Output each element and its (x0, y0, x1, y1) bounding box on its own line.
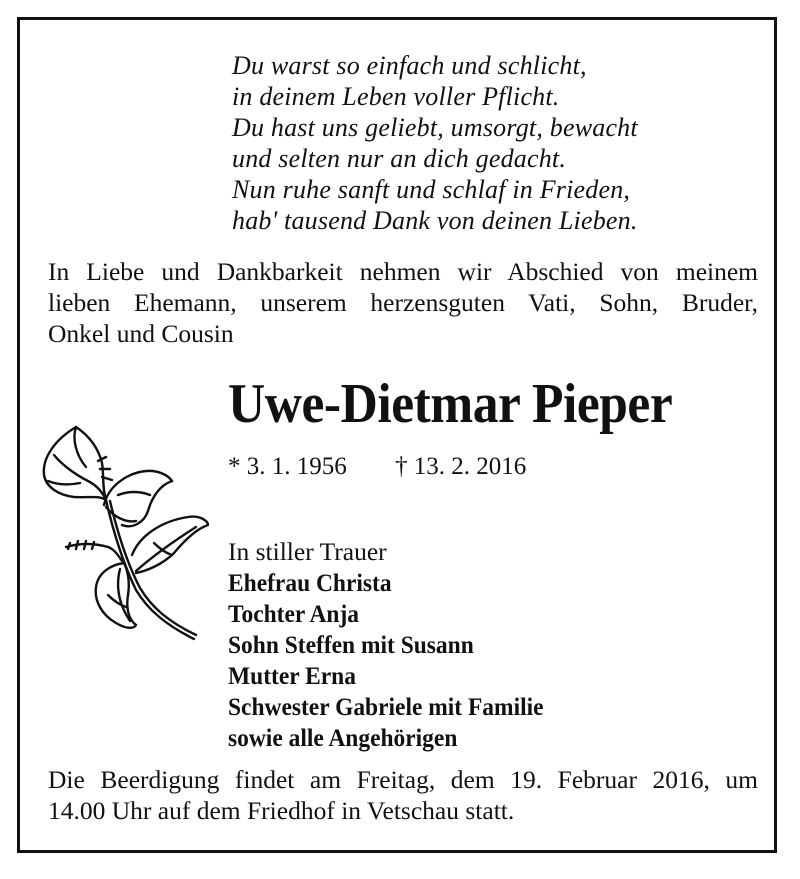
mourner-name: sowie alle Angehörigen (228, 723, 458, 752)
mourner-name: Sohn Steffen mit Susann (228, 630, 474, 659)
mourner-name: Ehefrau Christa (228, 568, 392, 597)
funeral-notice (48, 764, 758, 826)
funeral-line: Die Beerdigung findet am Freitag, dem 19. Februar 2016, um (48, 765, 758, 794)
intro-line: lieben Ehemann, unserem herzensguten Vati, Sohn, Bruder, (48, 288, 758, 317)
poem-line: und selten nur an dich gedacht. (232, 144, 567, 173)
deceased-name: Uwe-Dietmar Pieper (228, 373, 673, 435)
mourner-name: Schwester Gabriele mit Familie (228, 692, 544, 721)
mourners-lead: In stiller Trauer (228, 537, 387, 566)
poem-line: in deinem Leben voller Pflicht. (232, 82, 560, 111)
intro-line: Onkel und Cousin (48, 319, 234, 348)
intro-line: In Liebe und Dankbarkeit nehmen wir Abschied von meinem (48, 257, 758, 286)
mourner-name: Tochter Anja (228, 599, 360, 628)
poem-line: Nun ruhe sanft und schlaf in Frieden, (232, 175, 631, 204)
funeral-line: 14.00 Uhr auf dem Friedhof in Vetschau statt. (48, 796, 515, 825)
poem-line: hab' tausend Dank von deinen Lieben. (232, 206, 638, 235)
mourner-name: Mutter Erna (228, 661, 356, 690)
intro-text (48, 256, 758, 349)
calla-lily-icon (36, 425, 214, 647)
life-dates (228, 452, 526, 482)
poem (232, 50, 638, 236)
birth-date: * 3. 1. 1956 (228, 453, 347, 480)
poem-line: Du warst so einfach und schlicht, (232, 51, 587, 80)
poem-line: Du hast uns geliebt, umsorgt, bewacht (232, 113, 638, 142)
mourners-block (228, 536, 571, 753)
death-date: † 13. 2. 2016 (395, 453, 527, 480)
